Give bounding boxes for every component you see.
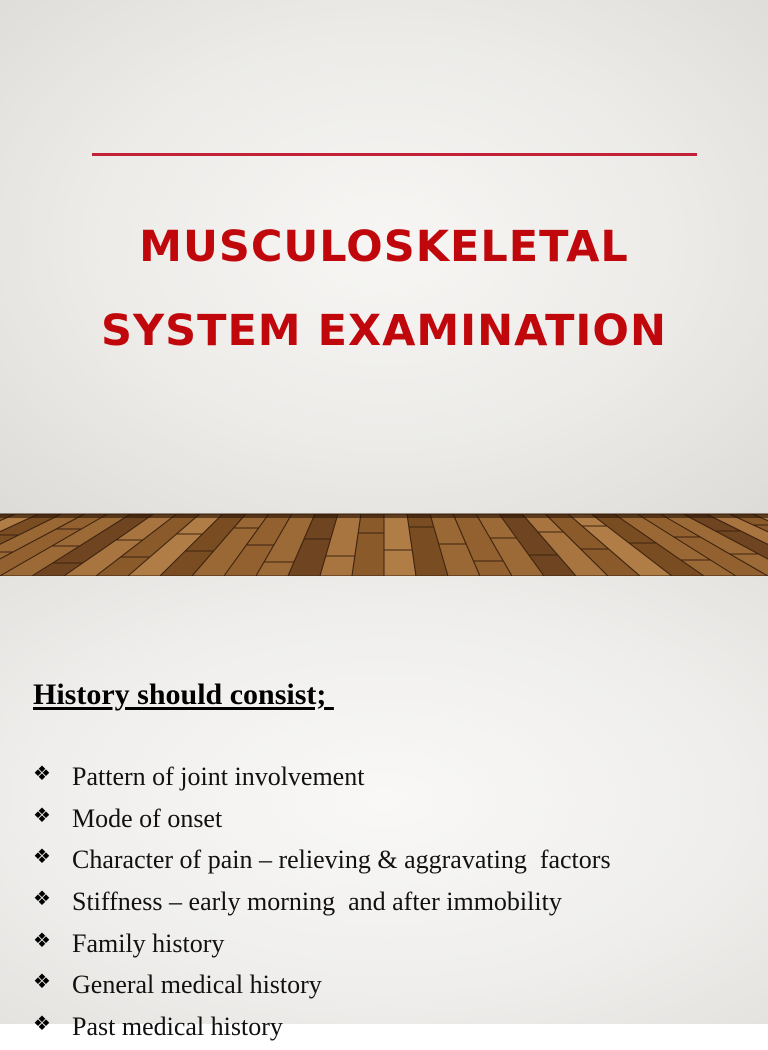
history-heading: History should consist; bbox=[33, 678, 334, 711]
diamond-bullet-icon: ❖ bbox=[33, 1011, 51, 1036]
list-item-text: Pattern of joint involvement bbox=[72, 762, 365, 791]
list-item-text: Character of pain – relieving & aggravating factors bbox=[72, 845, 611, 875]
history-slide bbox=[0, 576, 768, 1042]
diamond-bullet-icon: ❖ bbox=[33, 969, 51, 994]
list-item bbox=[33, 800, 611, 842]
list-item bbox=[33, 883, 611, 925]
list-item bbox=[33, 925, 611, 967]
list-item-text: Stiffness – early morning and after immobility bbox=[72, 887, 562, 917]
list-item bbox=[33, 1008, 611, 1050]
list-item-text: General medical history bbox=[72, 970, 322, 1000]
list-item bbox=[33, 966, 611, 1008]
list-item bbox=[33, 841, 611, 883]
history-bullet-list bbox=[33, 758, 611, 1050]
wood-floor-image bbox=[0, 514, 768, 576]
list-item-text: Family history bbox=[72, 928, 225, 958]
diamond-bullet-icon: ❖ bbox=[33, 802, 51, 827]
list-item-text: Mode of onset bbox=[72, 803, 223, 833]
diamond-bullet-icon: ❖ bbox=[33, 761, 51, 785]
list-item bbox=[33, 758, 611, 800]
diamond-bullet-icon: ❖ bbox=[33, 844, 51, 869]
diamond-bullet-icon: ❖ bbox=[33, 927, 51, 952]
slide-title-line-2: SYSTEM EXAMINATION bbox=[101, 306, 667, 356]
floor-edge-shadow bbox=[0, 514, 768, 518]
title-divider bbox=[92, 153, 697, 156]
list-item-text: Past medical history bbox=[72, 1012, 283, 1042]
diamond-bullet-icon: ❖ bbox=[33, 886, 51, 911]
slide-title-line-1: MUSCULOSKELETAL bbox=[139, 222, 629, 272]
